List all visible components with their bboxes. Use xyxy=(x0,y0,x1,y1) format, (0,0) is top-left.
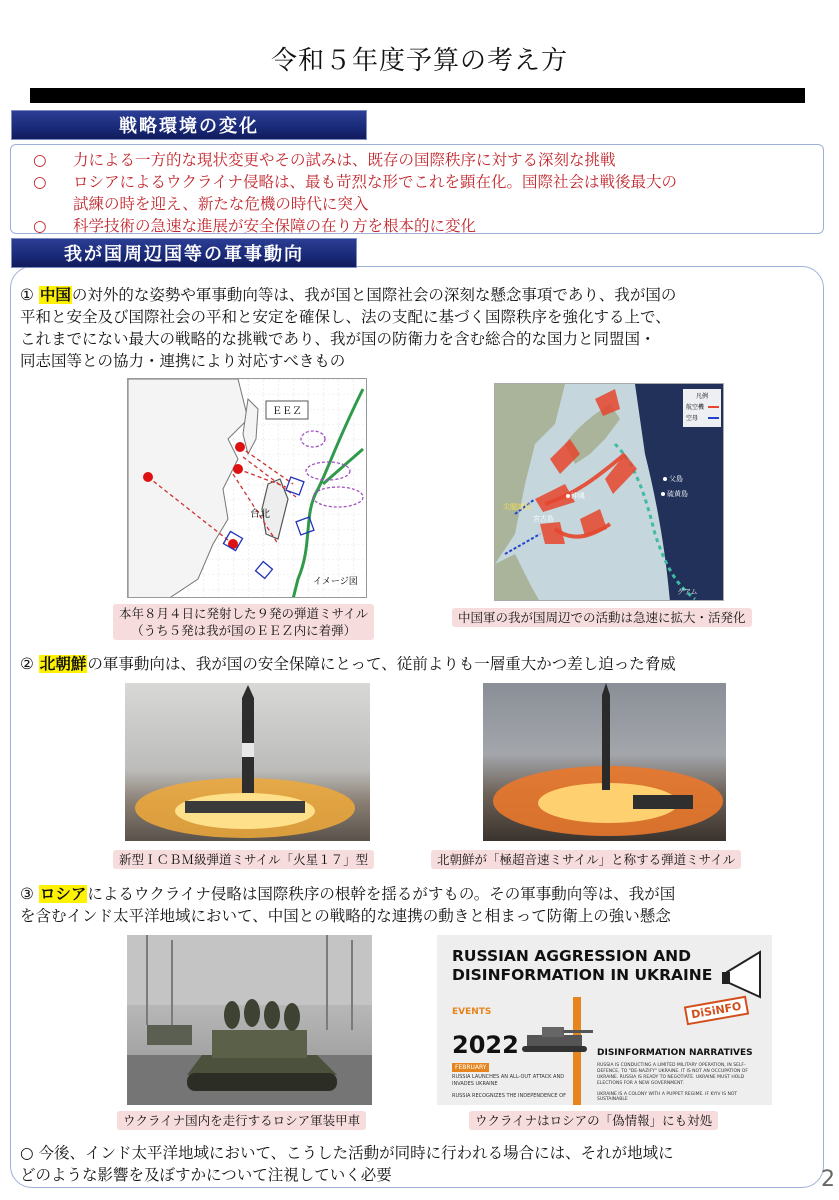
infographic-february: FEBRUARY xyxy=(452,1063,489,1072)
china-paragraph-line2: 平和と安全及び国際社会の平和と安定を確保し、法の支配に基づく国際秩序を強化する上で、 xyxy=(20,308,671,326)
closing-line1: ○ 今後、インド太平洋地域において、こうした活動が同時に行われる場合には、それが地域に xyxy=(20,1144,674,1162)
russia-paragraph-line1: ③ ロシアによるウクライナ侵略は国際秩序の根幹を揺るがすもの。その軍事動向等は、我が国 xyxy=(20,885,676,903)
eez-label: ＥＥＺ xyxy=(272,406,302,417)
hwasong17-caption: 新型ＩＣＢＭ級弾道ミサイル「火星１７」型 xyxy=(113,850,374,869)
chichijima-label: 父島 xyxy=(669,475,683,483)
guam-label: グアム xyxy=(677,588,698,596)
hypersonic-missile-photo xyxy=(483,683,726,841)
disinformation-caption: ウクライナはロシアの「偽情報」にも対処 xyxy=(469,1111,718,1130)
hwasong17-photo xyxy=(125,683,370,841)
page-title: 令和５年度予算の考え方 xyxy=(270,46,568,76)
infographic-small1: RUSSIA LAUNCHES AN ALL-OUT ATTACK AND INVADES UKRAINE xyxy=(452,1074,565,1087)
strategic-environment-box xyxy=(10,144,824,234)
infographic-year: 2022 xyxy=(452,1031,519,1059)
senkaku-label: 尖閣諸島 xyxy=(503,503,531,511)
legend-air: 航空機 xyxy=(686,404,705,411)
bullet-item: ○ 科学技術の急速な進展が安全保障の在り方を根本的に変化 xyxy=(33,217,477,235)
infographic-small2: RUSSIA RECOGNIZES THE INDEPENDENCE OF xyxy=(452,1093,566,1099)
armored-vehicle-caption: ウクライナ国内を走行するロシア軍装甲車 xyxy=(117,1111,366,1130)
section-heading-strategic-environment: 戦略環境の変化 xyxy=(11,110,367,140)
iwoto-label: 硫黄島 xyxy=(667,490,688,498)
bullet-item-continuation: 試練の時を迎え、新たな危機の時代に突入 xyxy=(73,195,369,213)
miyako-label: 宮古島 xyxy=(533,515,554,523)
taipei-label: 台北 xyxy=(250,509,270,520)
china-activity-caption: 中国軍の我が国周辺での活動は急速に拡大・活発化 xyxy=(452,608,752,627)
disinformation-infographic xyxy=(437,935,772,1105)
china-activity-map-svg xyxy=(495,384,724,601)
section-heading-military-trends: 我が国周辺国等の軍事動向 xyxy=(11,238,357,268)
china-highlight: 中国 xyxy=(39,286,71,304)
infographic-narratives: DISINFORMATION NARRATIVES xyxy=(597,1048,753,1058)
bullet-item: ○ ロシアによるウクライナ侵略は、最も苛烈な形でこれを顕在化。国際社会は戦後最大の xyxy=(33,173,678,191)
north-korea-paragraph: ② 北朝鮮の軍事動向は、我が国の安全保障にとって、従前よりも一層重大かつ差し迫った脅威 xyxy=(20,655,676,673)
bullet-item: ○ 力による一方的な現状変更やその試みは、既存の国際秩序に対する深刻な挑戦 xyxy=(33,151,616,169)
china-activity-map xyxy=(494,383,724,601)
okinawa-label: 沖縄 xyxy=(571,492,585,500)
page-number: 2 xyxy=(821,1167,835,1192)
infographic-events: EVENTS xyxy=(452,1007,492,1017)
china-paragraph-line3: これまでにない最大の戦略的な挑戦であり、我が国の防衛力を含む総合的な国力と同盟国・ xyxy=(20,330,656,348)
missile-launch-map xyxy=(127,378,367,598)
legend-title: 凡例 xyxy=(695,393,709,400)
infographic-tank-icon xyxy=(517,1020,597,1054)
missile-map-caption: 本年８月４日に発射した９発の弾道ミサイル （うち５発は我が国のＥＥＺ内に着弾） xyxy=(113,604,374,640)
infographic-small3: RUSSIA IS CONDUCTING A LIMITED MILITARY OPERATION, IN SELF-DEFENCE, TO "DE-NAZIFY" UKRAINE. IT IS NOT AN OCCUPATION OF UKRAINE. RUSSIA IS READY TO NEGOTIATE. UKRAINE MUST HOLD ELECTIONS FOR A NEW GOVERNMENT. xyxy=(597,1063,748,1086)
infographic-small4: UKRAINE IS A COLONY WITH A PUPPET REGIME. IF KYIV IS NOT SUSTAINABLE xyxy=(597,1092,738,1102)
infographic-headline: RUSSIAN AGGRESSION AND DISINFORMATION IN UKRAINE xyxy=(452,947,713,984)
russia-paragraph-line2: を含むインド太平洋地域において、中国との戦略的な連携の動きと相まって防衛上の強い懸念 xyxy=(20,907,671,925)
armored-vehicle-photo xyxy=(127,935,372,1105)
megaphone-icon xyxy=(722,947,770,1007)
title-underline-bar xyxy=(30,88,805,103)
missile-map-svg xyxy=(128,379,367,598)
china-paragraph-line1: ① 中国の対外的な姿勢や軍事動向等は、我が国と国際社会の深刻な懸念事項であり、我が国の xyxy=(20,286,677,304)
closing-line2: どのような影響を及ぼすかについて注視していく必要 xyxy=(20,1166,392,1184)
legend-sea: 空母 xyxy=(686,415,699,422)
china-paragraph-line4: 同志国等との協力・連携により対応すべきもの xyxy=(20,352,346,370)
infographic-disinfo-badge: DiSiNFO xyxy=(684,996,749,1026)
hypersonic-missile-caption: 北朝鮮が「極超音速ミサイル」と称する弾道ミサイル xyxy=(431,850,741,869)
russia-highlight: ロシア xyxy=(39,885,87,903)
north-korea-highlight: 北朝鮮 xyxy=(39,655,87,673)
image-label: イメージ図 xyxy=(313,577,358,587)
